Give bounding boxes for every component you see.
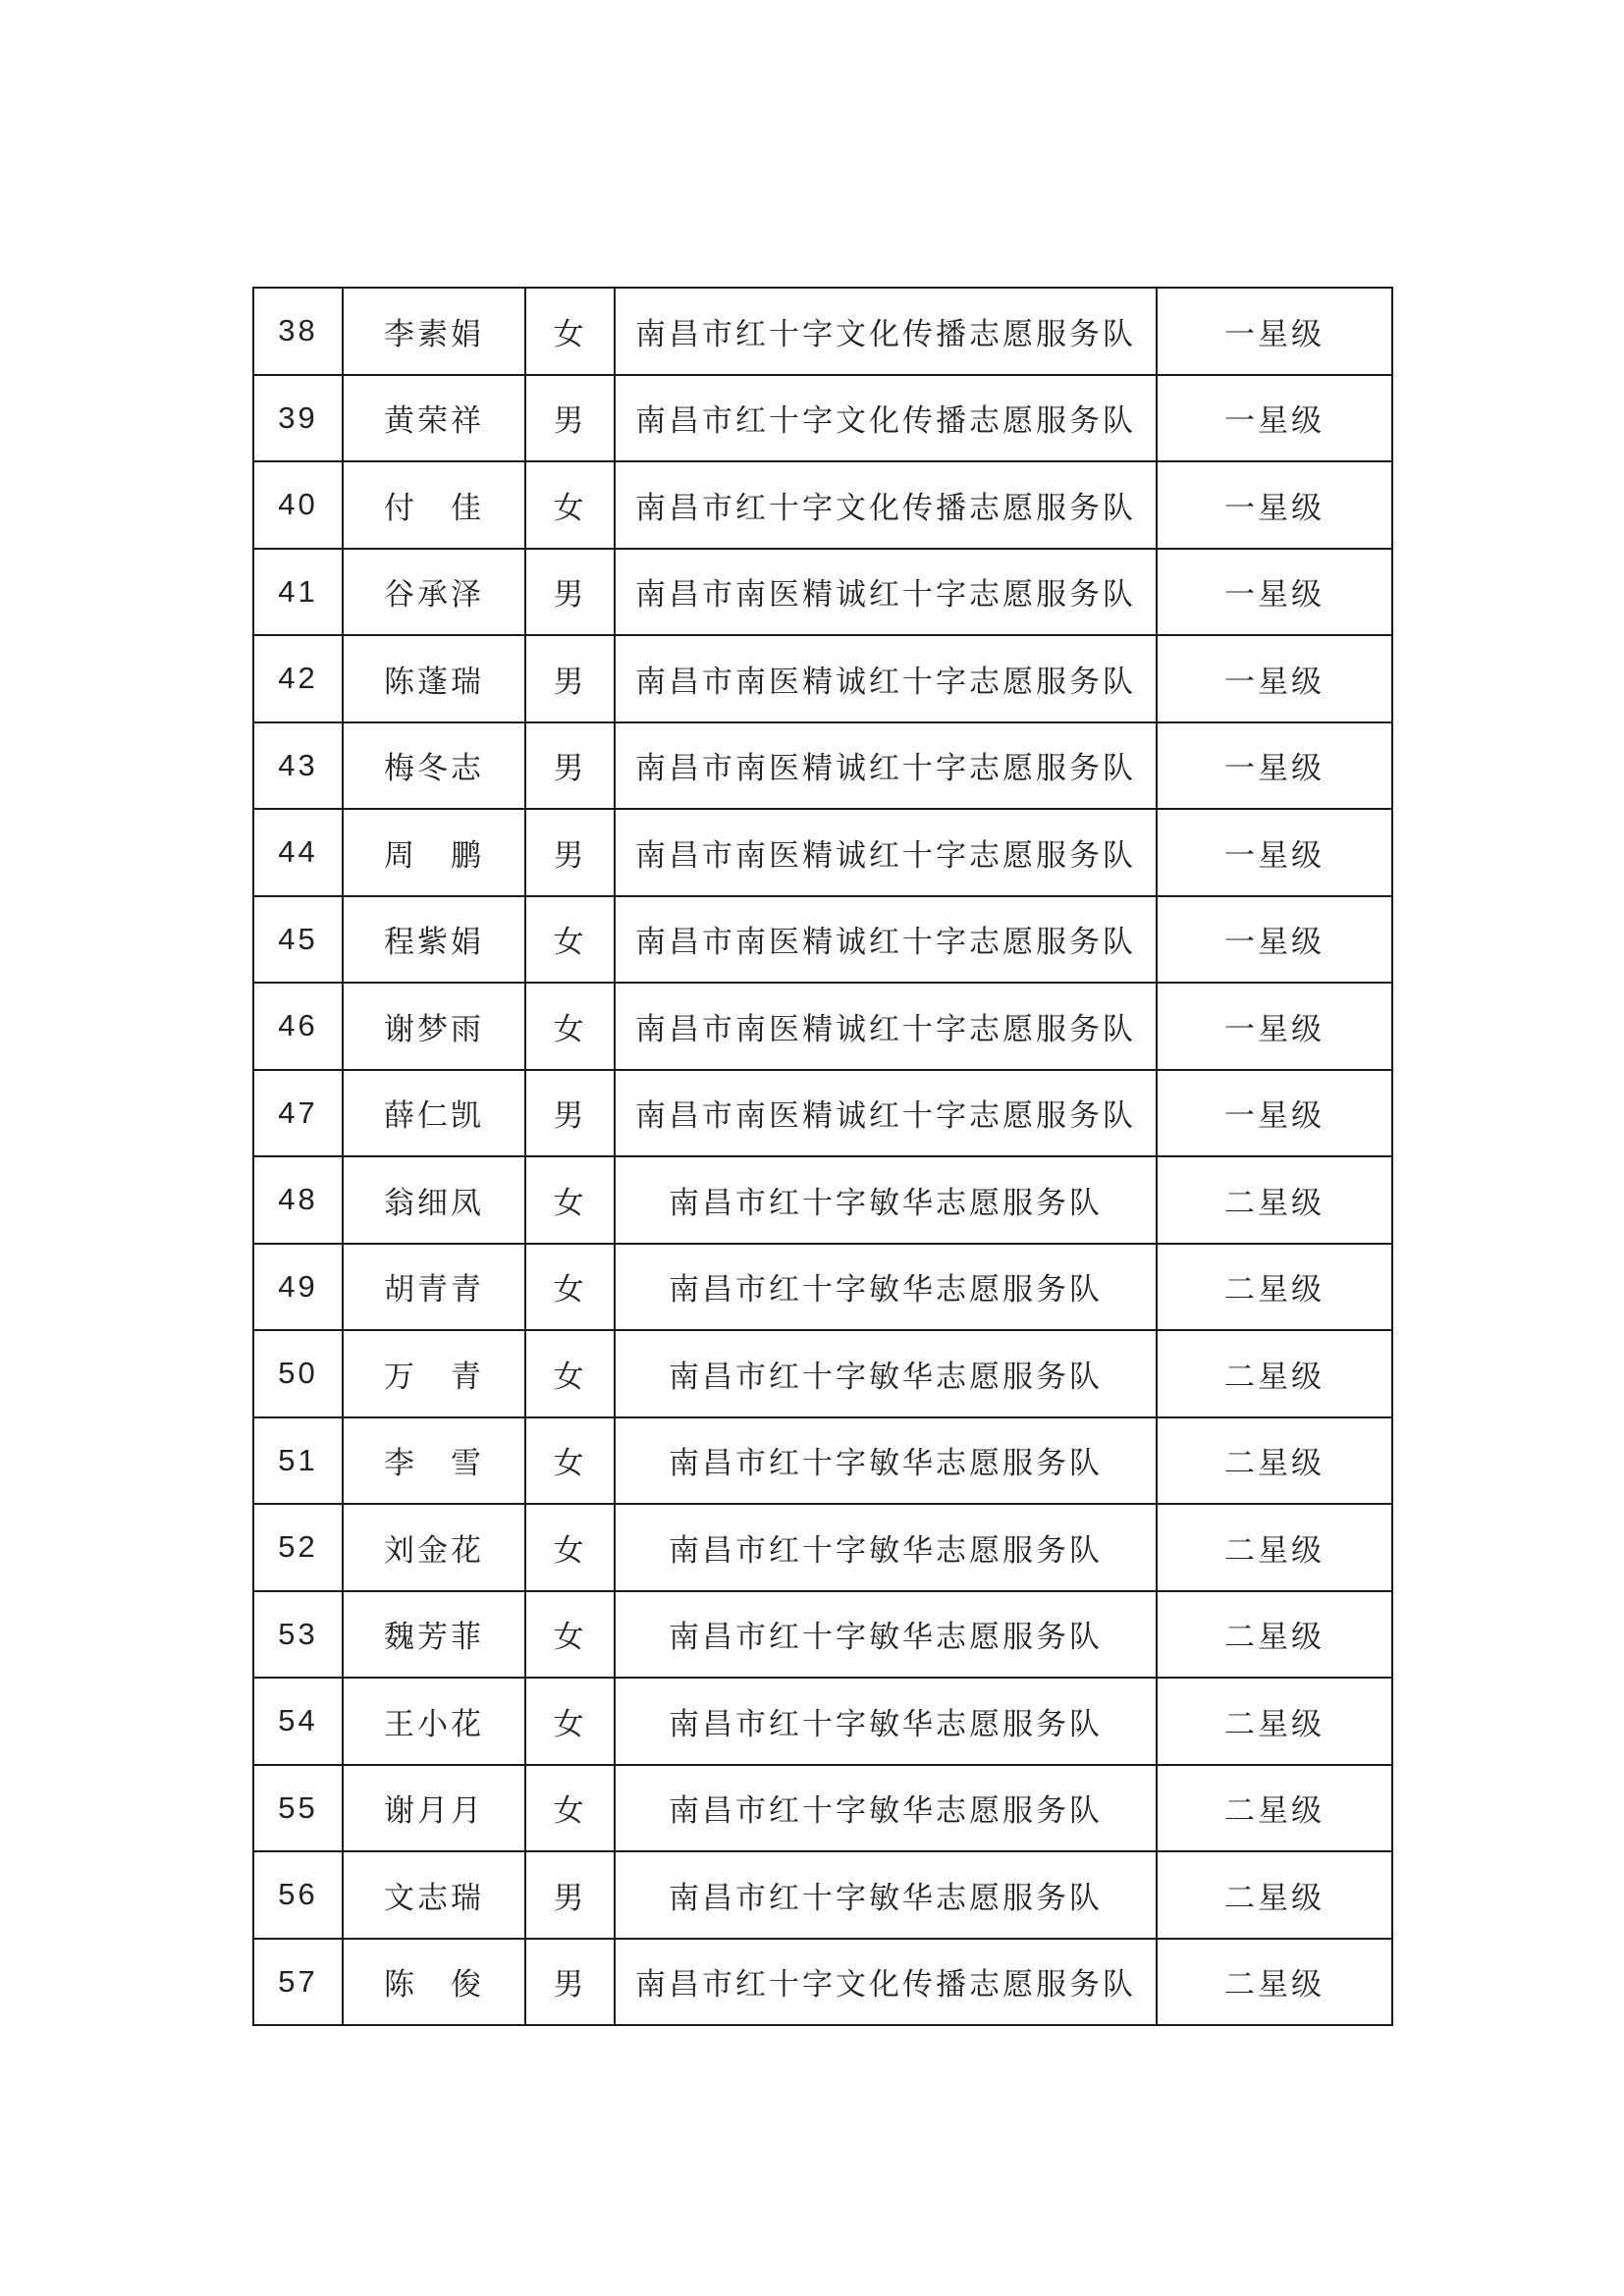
table-row: [253, 722, 1392, 810]
table-row: [253, 983, 1392, 1070]
volunteer-gender: 女: [525, 1591, 615, 1679]
star-level: 二星级: [1157, 1591, 1392, 1679]
volunteer-name: 谢月月: [343, 1765, 525, 1852]
volunteer-team: 南昌市南医精诚红十字志愿服务队: [615, 983, 1157, 1070]
volunteer-gender: 男: [525, 375, 615, 462]
star-level: 一星级: [1157, 635, 1392, 722]
row-number: 48: [253, 1156, 343, 1244]
volunteer-gender: 女: [525, 461, 615, 549]
volunteer-team: 南昌市南医精诚红十字志愿服务队: [615, 896, 1157, 984]
table-row: [253, 1851, 1392, 1939]
table-row: [253, 1156, 1392, 1244]
volunteer-team: 南昌市南医精诚红十字志愿服务队: [615, 809, 1157, 896]
row-number: 42: [253, 635, 343, 722]
star-level: 二星级: [1157, 1678, 1392, 1765]
volunteer-team: 南昌市红十字敏华志愿服务队: [615, 1504, 1157, 1591]
volunteer-gender: 女: [525, 983, 615, 1070]
volunteer-team: 南昌市红十字敏华志愿服务队: [615, 1156, 1157, 1244]
volunteer-team: 南昌市南医精诚红十字志愿服务队: [615, 1070, 1157, 1157]
volunteer-name: 魏芳菲: [343, 1591, 525, 1679]
volunteer-name: 万 青: [343, 1330, 525, 1417]
table-row: [253, 1678, 1392, 1765]
table-row: [253, 1939, 1392, 2026]
row-number: 52: [253, 1504, 343, 1591]
star-level: 一星级: [1157, 375, 1392, 462]
star-level: 一星级: [1157, 722, 1392, 810]
volunteer-gender: 男: [525, 635, 615, 722]
row-number: 57: [253, 1939, 343, 2026]
row-number: 56: [253, 1851, 343, 1939]
row-number: 39: [253, 375, 343, 462]
volunteer-team: 南昌市红十字文化传播志愿服务队: [615, 461, 1157, 549]
row-number: 40: [253, 461, 343, 549]
volunteer-team: 南昌市红十字敏华志愿服务队: [615, 1765, 1157, 1852]
row-number: 38: [253, 288, 343, 375]
volunteer-gender: 女: [525, 1765, 615, 1852]
volunteer-gender: 男: [525, 1939, 615, 2026]
roster-body: [253, 288, 1392, 2025]
table-row: [253, 1765, 1392, 1852]
star-level: 二星级: [1157, 1156, 1392, 1244]
star-level: 一星级: [1157, 896, 1392, 984]
volunteer-name: 陈 俊: [343, 1939, 525, 2026]
volunteer-name: 谷承泽: [343, 549, 525, 636]
volunteer-gender: 女: [525, 1417, 615, 1505]
volunteer-gender: 男: [525, 1070, 615, 1157]
volunteer-gender: 女: [525, 896, 615, 984]
volunteer-team: 南昌市南医精诚红十字志愿服务队: [615, 635, 1157, 722]
row-number: 46: [253, 983, 343, 1070]
row-number: 53: [253, 1591, 343, 1679]
star-level: 一星级: [1157, 809, 1392, 896]
star-level: 一星级: [1157, 461, 1392, 549]
volunteer-name: 薛仁凯: [343, 1070, 525, 1157]
table-row: [253, 1417, 1392, 1505]
star-level: 二星级: [1157, 1851, 1392, 1939]
star-level: 二星级: [1157, 1504, 1392, 1591]
star-level: 一星级: [1157, 288, 1392, 375]
row-number: 50: [253, 1330, 343, 1417]
table-row: [253, 1504, 1392, 1591]
volunteer-gender: 男: [525, 1851, 615, 1939]
volunteer-name: 李素娟: [343, 288, 525, 375]
star-level: 一星级: [1157, 1070, 1392, 1157]
volunteer-name: 翁细凤: [343, 1156, 525, 1244]
table-row: [253, 1591, 1392, 1679]
row-number: 54: [253, 1678, 343, 1765]
volunteer-team: 南昌市红十字敏华志愿服务队: [615, 1417, 1157, 1505]
volunteer-name: 李 雪: [343, 1417, 525, 1505]
volunteer-roster-table: [252, 287, 1393, 2026]
volunteer-team: 南昌市红十字文化传播志愿服务队: [615, 1939, 1157, 2026]
row-number: 49: [253, 1244, 343, 1331]
star-level: 二星级: [1157, 1765, 1392, 1852]
star-level: 二星级: [1157, 1244, 1392, 1331]
star-level: 二星级: [1157, 1417, 1392, 1505]
volunteer-team: 南昌市红十字敏华志愿服务队: [615, 1330, 1157, 1417]
volunteer-name: 王小花: [343, 1678, 525, 1765]
volunteer-gender: 男: [525, 722, 615, 810]
volunteer-team: 南昌市红十字敏华志愿服务队: [615, 1591, 1157, 1679]
volunteer-name: 胡青青: [343, 1244, 525, 1331]
volunteer-name: 陈蓬瑞: [343, 635, 525, 722]
table-row: [253, 1330, 1392, 1417]
volunteer-name: 文志瑞: [343, 1851, 525, 1939]
volunteer-gender: 女: [525, 1330, 615, 1417]
volunteer-name: 刘金花: [343, 1504, 525, 1591]
volunteer-gender: 男: [525, 809, 615, 896]
volunteer-gender: 女: [525, 1244, 615, 1331]
row-number: 43: [253, 722, 343, 810]
volunteer-name: 付 佳: [343, 461, 525, 549]
row-number: 41: [253, 549, 343, 636]
volunteer-team: 南昌市南医精诚红十字志愿服务队: [615, 722, 1157, 810]
volunteer-team: 南昌市红十字敏华志愿服务队: [615, 1851, 1157, 1939]
table-row: [253, 288, 1392, 375]
table-row: [253, 635, 1392, 722]
volunteer-gender: 男: [525, 549, 615, 636]
volunteer-name: 周 鹏: [343, 809, 525, 896]
row-number: 47: [253, 1070, 343, 1157]
star-level: 一星级: [1157, 549, 1392, 636]
table-row: [253, 375, 1392, 462]
volunteer-name: 黄荣祥: [343, 375, 525, 462]
row-number: 44: [253, 809, 343, 896]
volunteer-gender: 女: [525, 288, 615, 375]
volunteer-gender: 女: [525, 1156, 615, 1244]
star-level: 一星级: [1157, 983, 1392, 1070]
volunteer-name: 谢梦雨: [343, 983, 525, 1070]
table-row: [253, 809, 1392, 896]
table-row: [253, 1244, 1392, 1331]
volunteer-team: 南昌市南医精诚红十字志愿服务队: [615, 549, 1157, 636]
table-row: [253, 549, 1392, 636]
volunteer-gender: 女: [525, 1504, 615, 1591]
row-number: 51: [253, 1417, 343, 1505]
star-level: 二星级: [1157, 1939, 1392, 2026]
row-number: 45: [253, 896, 343, 984]
row-number: 55: [253, 1765, 343, 1852]
table-row: [253, 1070, 1392, 1157]
volunteer-team: 南昌市红十字文化传播志愿服务队: [615, 288, 1157, 375]
volunteer-team: 南昌市红十字文化传播志愿服务队: [615, 375, 1157, 462]
table-row: [253, 461, 1392, 549]
volunteer-name: 梅冬志: [343, 722, 525, 810]
volunteer-team: 南昌市红十字敏华志愿服务队: [615, 1678, 1157, 1765]
volunteer-gender: 女: [525, 1678, 615, 1765]
volunteer-team: 南昌市红十字敏华志愿服务队: [615, 1244, 1157, 1331]
volunteer-name: 程紫娟: [343, 896, 525, 984]
star-level: 二星级: [1157, 1330, 1392, 1417]
table-row: [253, 896, 1392, 984]
